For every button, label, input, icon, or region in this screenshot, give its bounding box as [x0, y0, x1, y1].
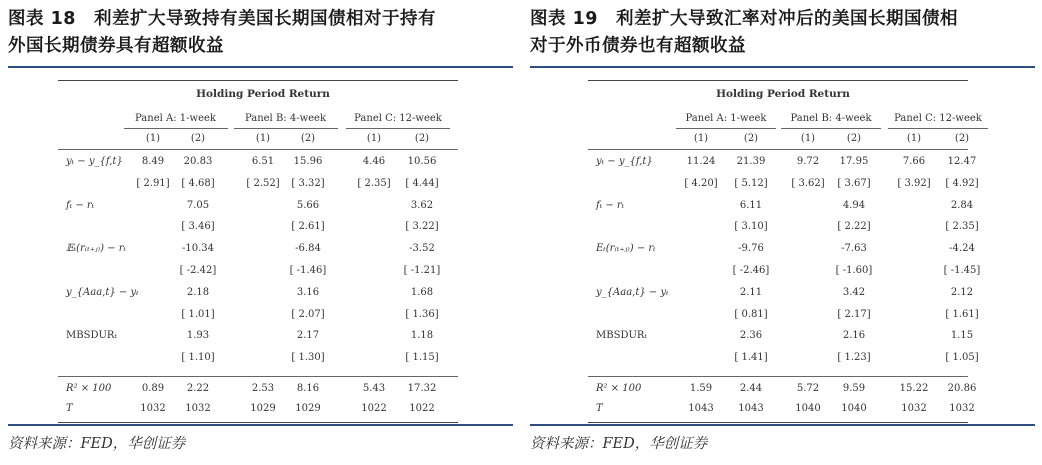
row-label: R² × 100: [596, 383, 642, 394]
panel-heading: Panel B: 4-week: [790, 113, 872, 124]
panel-underline: [781, 128, 881, 129]
figure-title-line-2: 对于外币债券也有超额收益: [530, 36, 746, 56]
table-cell: 1.59: [689, 383, 713, 394]
row-label: yₜ − y_{f,t}: [596, 156, 653, 167]
table-cell: [ 4.20]: [684, 177, 718, 189]
table-cell: 4.46: [362, 156, 386, 167]
column-number: (2): [743, 133, 759, 144]
table-cell: 0.89: [141, 383, 165, 394]
table-cell: 1032: [949, 403, 975, 414]
table-cell: 1032: [140, 403, 166, 414]
table-cell: 1022: [361, 403, 387, 414]
table-cell: [ -1.45]: [943, 265, 981, 276]
row-label: Eₜ(r₍ₜ₊ⱼ₎) − rₜ: [596, 243, 656, 255]
table-cell: 9.72: [796, 156, 820, 167]
table-cell: 2.17: [296, 330, 320, 342]
row-label: fₜ − rₜ: [596, 199, 625, 211]
table-cell: [ 2.52]: [246, 177, 280, 189]
table-cell: 3.62: [410, 199, 434, 211]
table-cell: 2.44: [739, 383, 763, 394]
table-cell: [ 1.36]: [405, 308, 439, 320]
column-number: (2): [414, 133, 430, 144]
table-cell: 3.42: [842, 286, 866, 298]
table-cell: [ 1.15]: [405, 352, 439, 364]
table-cell: 10.56: [407, 156, 437, 167]
row-label: MBSDURₜ: [596, 330, 647, 342]
table-cell: 1.93: [186, 330, 210, 342]
table-cell: 1040: [841, 403, 867, 414]
table-cell: 20.83: [183, 156, 213, 167]
table-cell: [ 2.17]: [837, 308, 871, 320]
footer-divider: [588, 376, 968, 377]
column-number: (2): [846, 133, 862, 144]
column-number: (1): [906, 133, 922, 144]
column-number: (1): [693, 133, 709, 144]
row-label: MBSDURₜ: [66, 330, 117, 342]
table-cell: 1029: [250, 403, 276, 414]
column-number: (2): [190, 133, 206, 144]
regression-table: [58, 76, 458, 414]
table-cell: 1022: [409, 403, 435, 414]
figure-title: [530, 6, 1035, 60]
table-cell: [ -2.42]: [179, 265, 217, 276]
table-cell: 2.53: [251, 383, 275, 394]
table-cell: 15.96: [293, 156, 323, 167]
panel-underline: [346, 128, 450, 129]
table-title: Holding Period Return: [196, 88, 330, 100]
table-cell: [ 2.22]: [837, 221, 871, 233]
table-cell: 2.84: [950, 199, 974, 211]
table-cell: [ 3.46]: [181, 221, 215, 233]
source-note: 资料来源：FED，华创证券: [530, 436, 708, 452]
table-cell: 9.59: [842, 383, 866, 394]
table-cell: 5.72: [796, 383, 820, 394]
table-cell: [ 5.12]: [734, 177, 768, 189]
row-label: T: [596, 403, 603, 414]
figure-title: [8, 6, 513, 60]
table-cell: 1032: [901, 403, 927, 414]
column-number: (1): [366, 133, 382, 144]
table-title: Holding Period Return: [716, 88, 850, 100]
table-cell: 4.94: [842, 199, 866, 211]
table-cell: [ 3.10]: [734, 221, 768, 233]
panel-heading: Panel A: 1-week: [685, 113, 767, 124]
panel-heading: Panel A: 1-week: [135, 113, 216, 124]
table-cell: 1043: [738, 403, 764, 414]
table-cell: 2.22: [186, 383, 210, 394]
table-cell: 20.86: [947, 383, 977, 394]
table-cell: 8.16: [296, 383, 320, 394]
table-cell: 6.51: [251, 156, 275, 167]
row-label: R² × 100: [66, 383, 112, 394]
panel-underline: [888, 128, 988, 129]
table-cell: [ 1.05]: [945, 352, 979, 364]
table-cell: [ 1.61]: [945, 308, 979, 320]
table-cell: [ 1.01]: [181, 308, 215, 320]
table-cell: 2.12: [950, 286, 974, 298]
table-cell: 17.95: [839, 156, 869, 167]
panel-heading: Panel C: 12-week: [354, 113, 442, 124]
table-cell: 6.11: [739, 199, 763, 211]
table-cell: [ 1.41]: [734, 352, 768, 364]
table-cell: -6.84: [295, 243, 321, 255]
table-cell: [ -1.21]: [403, 265, 441, 276]
figure-title-line-1: 图表 19 利差扩大导致汇率对冲后的美国长期国债相: [530, 9, 958, 29]
row-label: y_{Aaa,t} − yₜ: [66, 286, 139, 298]
source-divider: [8, 424, 513, 426]
table-cell: [ 1.30]: [291, 352, 325, 364]
table-cell: [ 3.62]: [791, 177, 825, 189]
source-note: 资料来源：FED，华创证券: [8, 436, 186, 452]
table-cell: [ 4.68]: [181, 177, 215, 189]
panel-underline: [124, 128, 228, 129]
table-cell: 1.18: [410, 330, 434, 342]
table-cell: [ 3.92]: [897, 177, 931, 189]
table-cell: -3.52: [409, 243, 435, 255]
figure-19: [530, 0, 1035, 465]
table-cell: [ 3.22]: [405, 221, 439, 233]
regression-table: [588, 76, 982, 414]
table-cell: 17.32: [407, 383, 437, 394]
table-cell: [ -1.60]: [835, 265, 873, 276]
table-cell: [ 2.35]: [357, 177, 391, 189]
table-cell: 1.68: [410, 286, 434, 298]
table-cell: -9.76: [738, 243, 764, 255]
table-cell: [ -1.46]: [289, 265, 327, 276]
table-cell: 12.47: [947, 156, 977, 167]
row-label: fₜ − rₜ: [66, 199, 95, 211]
column-number: (2): [300, 133, 316, 144]
title-divider: [8, 66, 513, 68]
table-cell: [ 1.10]: [181, 352, 215, 364]
table-cell: -10.34: [181, 243, 215, 255]
footer-divider: [58, 376, 458, 377]
table-cell: 1043: [688, 403, 714, 414]
header-bottom-rule: [58, 149, 458, 150]
table-cell: [ 3.32]: [291, 177, 325, 189]
table-cell: -7.63: [841, 243, 867, 255]
table-cell: 11.24: [686, 156, 716, 167]
table-top-rule: [58, 80, 458, 81]
panel-heading: Panel C: 12-week: [894, 113, 982, 124]
table-cell: 5.43: [362, 383, 386, 394]
table-cell: [ 0.81]: [734, 308, 768, 320]
column-number: (1): [255, 133, 271, 144]
column-number: (1): [800, 133, 816, 144]
table-cell: 7.05: [186, 199, 210, 211]
header-bottom-rule: [588, 149, 968, 150]
table-cell: 1029: [295, 403, 321, 414]
panel-underline: [234, 128, 338, 129]
table-cell: 2.11: [739, 286, 763, 298]
table-cell: [ 1.23]: [837, 352, 871, 364]
table-cell: [ 3.67]: [837, 177, 871, 189]
title-divider: [530, 66, 1035, 68]
table-cell: [ -2.46]: [732, 265, 770, 276]
table-cell: 2.16: [842, 330, 866, 342]
table-cell: 5.66: [296, 199, 320, 211]
table-cell: 2.18: [186, 286, 210, 298]
figure-18: [8, 0, 513, 465]
table-cell: [ 2.61]: [291, 221, 325, 233]
table-cell: [ 4.44]: [405, 177, 439, 189]
panel-heading: Panel B: 4-week: [244, 113, 327, 124]
table-cell: 15.22: [899, 383, 929, 394]
table-cell: 21.39: [736, 156, 766, 167]
figure-title-line-1: 图表 18 利差扩大导致持有美国长期国债相对于持有: [8, 9, 436, 29]
table-cell: 2.36: [739, 330, 763, 342]
source-divider: [530, 424, 1035, 426]
column-number: (1): [145, 133, 161, 144]
table-cell: [ 2.35]: [945, 221, 979, 233]
table-cell: [ 2.07]: [291, 308, 325, 320]
table-cell: -4.24: [949, 243, 975, 255]
table-cell: 1032: [185, 403, 211, 414]
table-cell: 3.16: [296, 286, 320, 298]
panel-underline: [676, 128, 776, 129]
table-cell: 7.66: [902, 156, 926, 167]
table-cell: [ 2.91]: [136, 177, 170, 189]
table-top-rule: [588, 80, 968, 81]
table-cell: [ 4.92]: [945, 177, 979, 189]
row-label: y_{Aaa,t} − yₜ: [596, 286, 669, 298]
row-label: 𝔼ₜ(r₍ₜ₊ⱼ₎) − rₜ: [66, 243, 126, 255]
column-number: (2): [954, 133, 970, 144]
table-cell: 1.15: [950, 330, 974, 342]
table-cell: 1040: [795, 403, 821, 414]
table-cell: 8.49: [141, 156, 165, 167]
row-label: T: [66, 403, 73, 414]
row-label: yₜ − y_{f,t}: [66, 156, 123, 167]
figure-title-line-2: 外国长期债券具有超额收益: [8, 36, 224, 56]
